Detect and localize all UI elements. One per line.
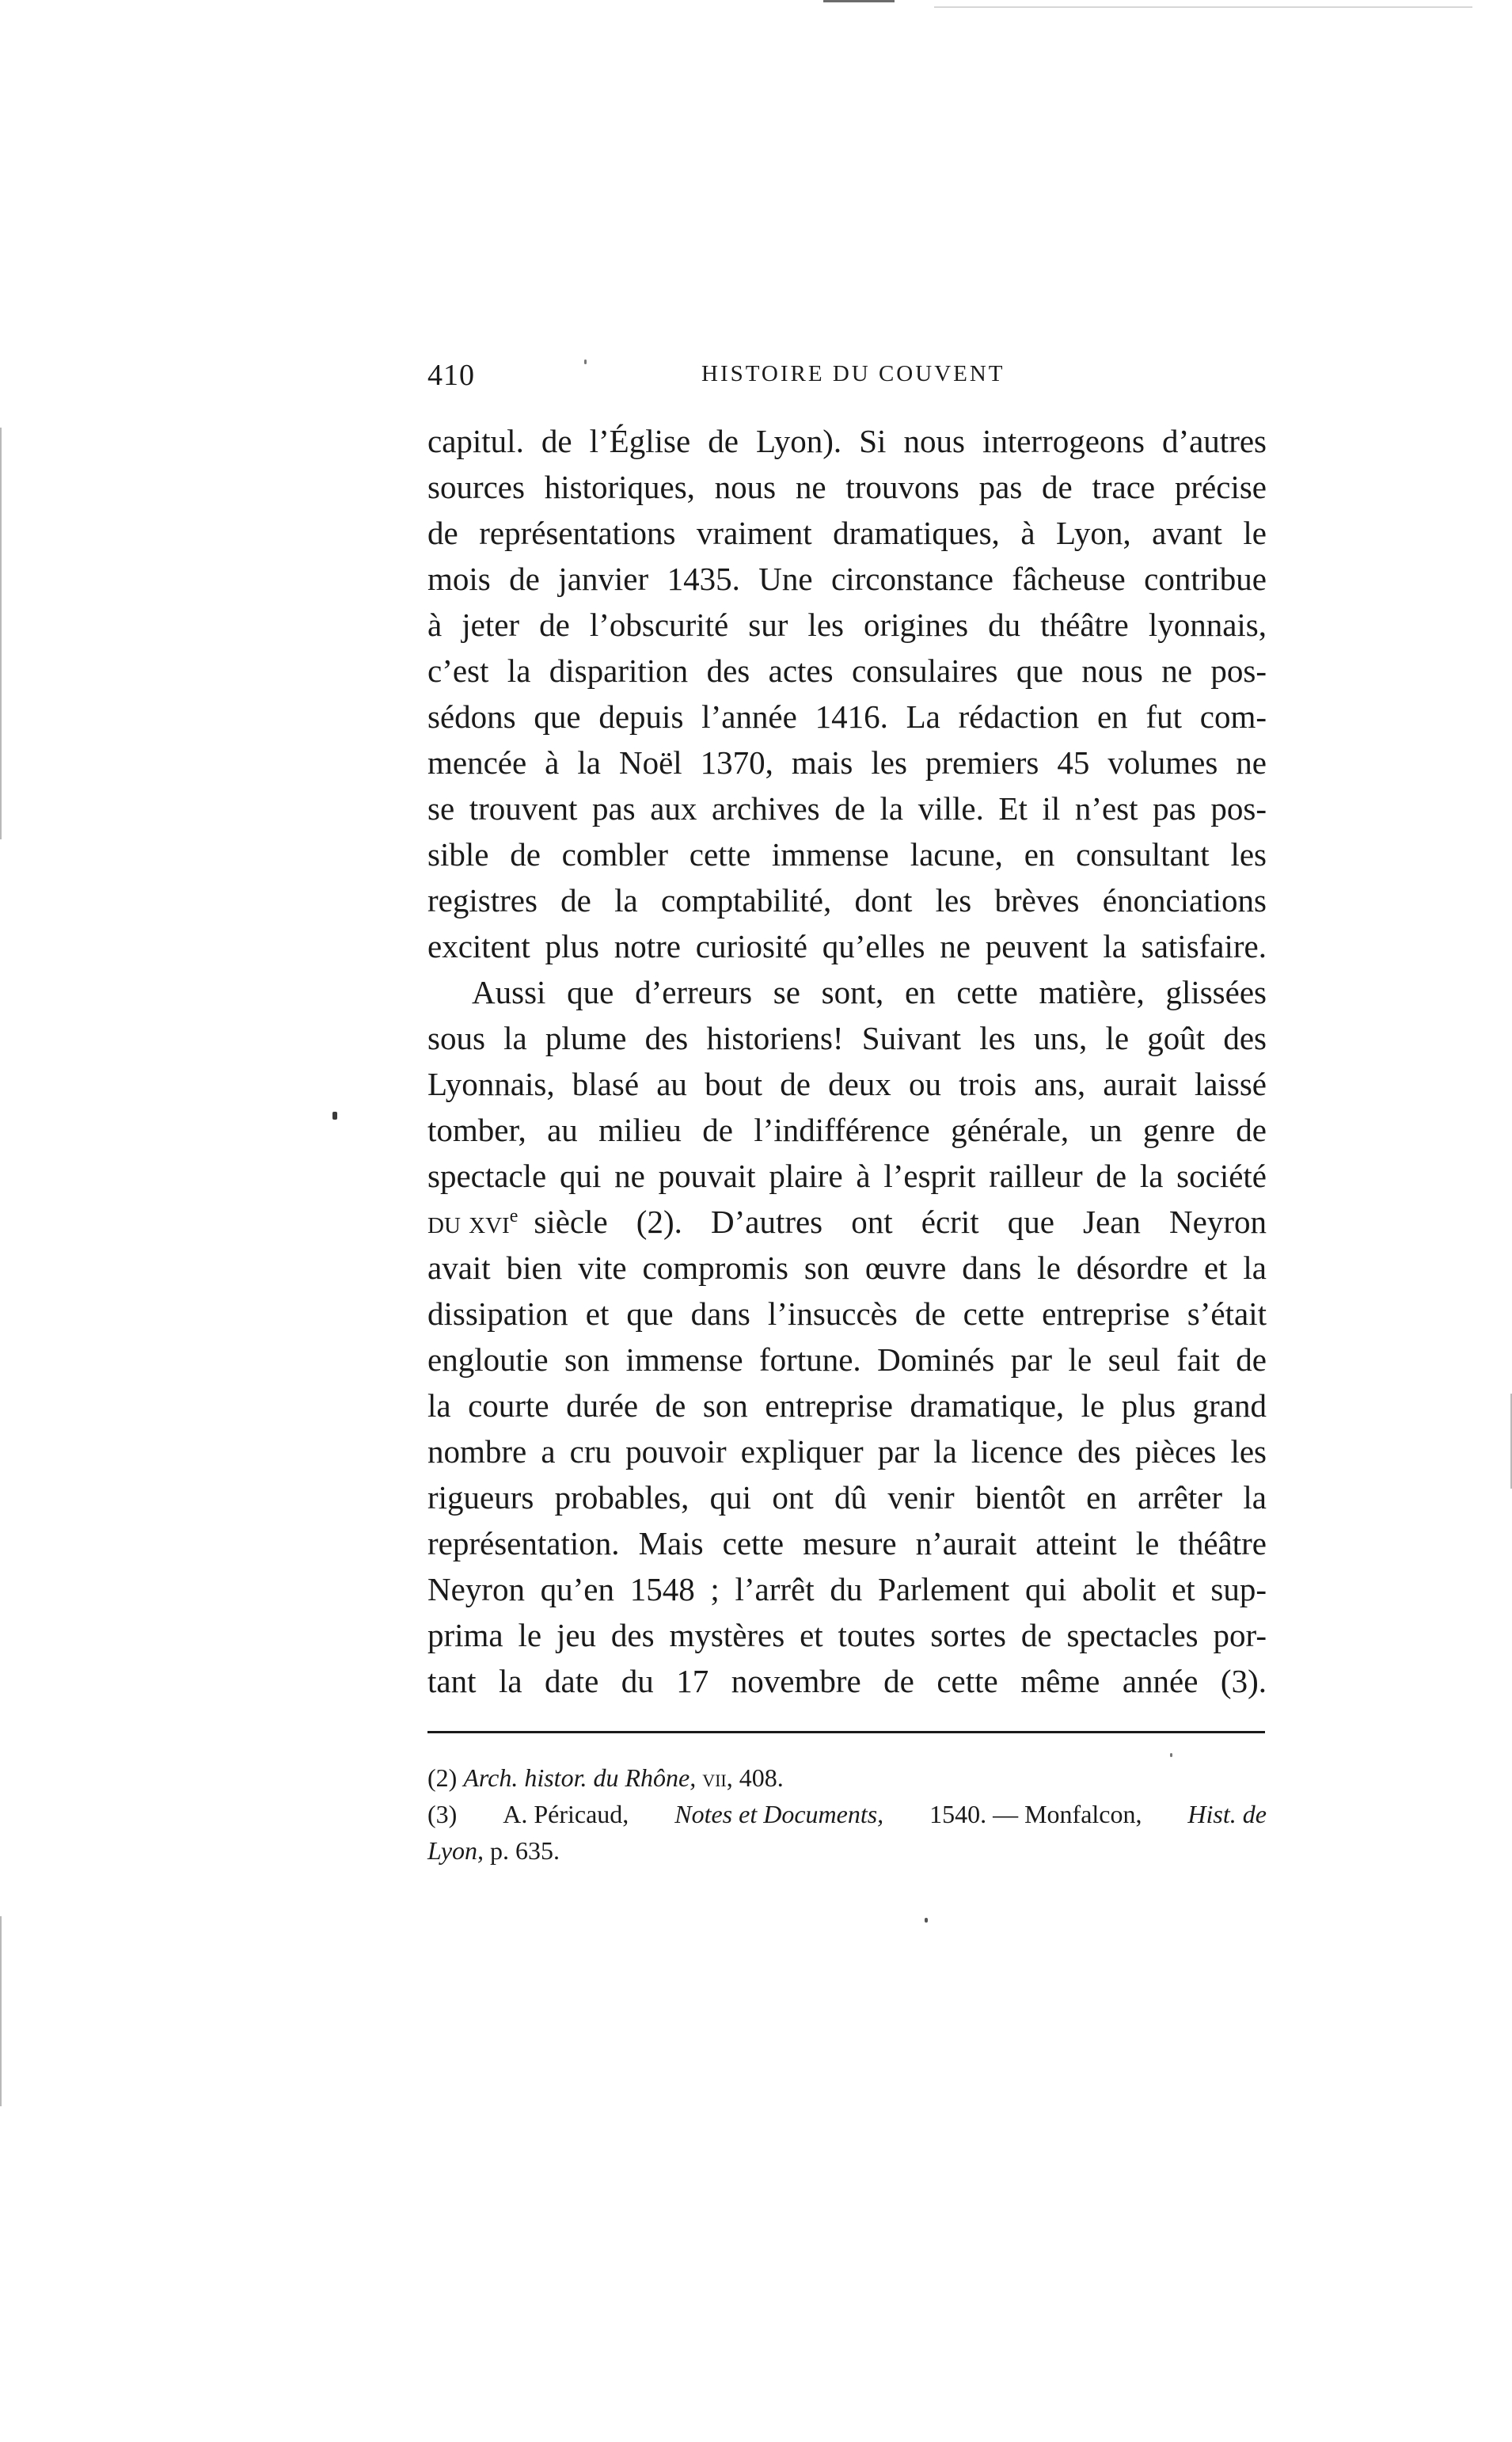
century-text: du xvi (427, 1204, 510, 1240)
footnote-3 (427, 1796, 1267, 1832)
text-line: capitul. de l’Église de Lyon). Si nous interrogeons d’autres (427, 423, 1267, 459)
ink-speck (332, 1112, 337, 1120)
scan-edge-mark (0, 1916, 2, 2106)
text-line: sible de combler cette immense lacune, en consultant les (427, 836, 1267, 873)
century-line-rest: siècle (2). D’autres ont écrit que Jean Neyron (534, 1204, 1267, 1240)
running-title: HISTOIRE DU COUVENT (701, 361, 1005, 386)
footnote-2 (427, 1759, 1267, 1796)
text-line: sources historiques, nous ne trouvons pas de trace précise (427, 469, 1267, 505)
footnote-separator (427, 1731, 1265, 1733)
text-line: nombre a cru pouvoir expliquer par la licence des pièces les (427, 1433, 1267, 1470)
scan-edge-mark (934, 6, 1472, 8)
body-text (427, 418, 1267, 1704)
footnote-author: A. Péricaud, (503, 1800, 629, 1828)
text-line: Lyonnais, blasé au bout de deux ou trois ans, aurait laissé (427, 1066, 1267, 1102)
running-header (427, 353, 1267, 401)
footnote-title: Notes et Documents, (674, 1800, 884, 1828)
footnote-page: p. 635. (490, 1836, 560, 1865)
footnote-volume: vii, (702, 1763, 733, 1792)
text-line: spectacle qui ne pouvait plaire à l’esprit railleur de la société (427, 1158, 1267, 1194)
text-line: excitent plus notre curiosité qu’elles ne peuvent la satisfaire. (427, 928, 1267, 964)
text-line: tant la date du 17 novembre de cette même année (3). (427, 1663, 1267, 1699)
text-line: engloutie son immense fortune. Dominés par le seul fait de (427, 1341, 1267, 1378)
text-line: tomber, au milieu de l’indifférence générale, un genre de (427, 1112, 1267, 1148)
text-line: Neyron qu’en 1548 ; l’arrêt du Parlement qui abolit et sup- (427, 1571, 1267, 1607)
text-line-paragraph-start: Aussi que d’erreurs se sont, en cette matière, glissées (472, 974, 1267, 1010)
ink-speck (925, 1918, 928, 1923)
footnote-number: (3) (427, 1800, 458, 1828)
ink-speck (1170, 1753, 1172, 1757)
footnote-page: 408. (739, 1763, 784, 1792)
footnote-3-continued (427, 1832, 1267, 1869)
footnote-title-2: Hist. de (1187, 1800, 1267, 1828)
page-number: 410 (427, 359, 475, 392)
text-line: rigueurs probables, qui ont dû venir bientôt en arrêter la (427, 1479, 1267, 1516)
text-line: mois de janvier 1435. Une circonstance fâcheuse contribue (427, 561, 1267, 597)
text-line: la courte durée de son entreprise dramatique, le plus grand (427, 1387, 1267, 1424)
century-numeral (427, 1199, 518, 1245)
text-line: sédons que depuis l’année 1416. La rédaction en fut com- (427, 698, 1267, 735)
footnote-number: (2) (427, 1763, 458, 1792)
footnote-source: Arch. histor. du Rhône, (463, 1763, 697, 1792)
text-line: à jeter de l’obscurité sur les origines du théâtre lyonnais, (427, 607, 1267, 643)
text-line: de représentations vraiment dramatiques, à Lyon, avant le (427, 515, 1267, 551)
text-line: registres de la comptabilité, dont les brèves énonciations (427, 882, 1267, 919)
text-line: dissipation et que dans l’insuccès de cette entreprise s’était (427, 1295, 1267, 1332)
text-line: prima le jeu des mystères et toutes sortes de spectacles por- (427, 1617, 1267, 1653)
text-line-century (427, 1199, 1267, 1245)
text-line: c’est la disparition des actes consulaires que nous ne pos- (427, 652, 1267, 689)
footnote-reference: 1540. — Monfalcon, (929, 1800, 1142, 1828)
superscript-e: e (509, 1206, 519, 1227)
text-line: se trouvent pas aux archives de la ville. Et il n’est pas pos- (427, 790, 1267, 827)
text-line: avait bien vite compromis son œuvre dans le désordre et la (427, 1250, 1267, 1286)
text-line: représentation. Mais cette mesure n’aurait atteint le théâtre (427, 1525, 1267, 1561)
scan-edge-mark (823, 0, 895, 2)
text-line: sous la plume des historiens! Suivant les uns, le goût des (427, 1020, 1267, 1056)
scan-edge-mark (0, 428, 2, 839)
footnotes (427, 1759, 1267, 1869)
footnote-title-2-continued: Lyon, (427, 1836, 484, 1865)
text-line: mencée à la Noël 1370, mais les premiers 45 volumes ne (427, 744, 1267, 781)
